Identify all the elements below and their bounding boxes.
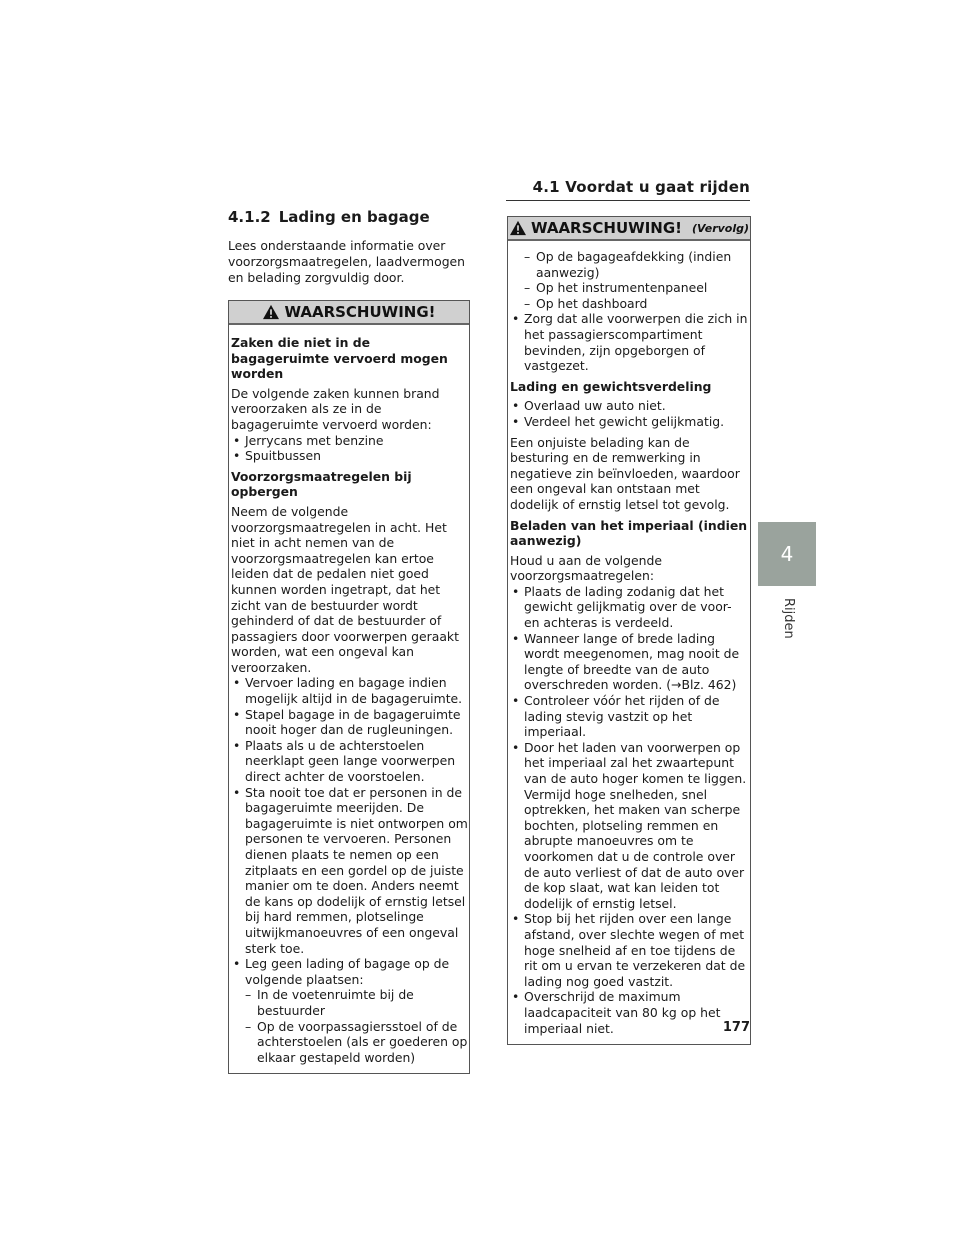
list-item: • Stop bij het rijden over een lange afstand, over slechte wegen of met hoge snelheid af en toe tijdens de rit om u ervan te verzekeren dat de lading nog goed vastzit. [510, 911, 750, 989]
list-item: • Plaats als u de achterstoelen neerklapt geen lange voorwerpen direct achter de voorstoelen. [231, 738, 469, 785]
chapter-tab[interactable]: 4 [758, 522, 816, 586]
section-intro: Lees onderstaande informatie over voorzorgsmaatregelen, laadvermogen en belading zorgvuldig door. [228, 238, 466, 285]
right-column [507, 216, 751, 1045]
list-item: – Op het instrumentenpaneel [510, 280, 750, 296]
warning-paragraph: Houd u aan de volgende voorzorgsmaatregelen: [510, 552, 662, 584]
list-item-text-end: ) [731, 677, 737, 693]
dash-list [510, 249, 750, 311]
list-item: – Op het dashboard [510, 296, 750, 312]
list-item: • Spuitbussen [231, 448, 469, 464]
running-header: 4.1 Voordat u gaat rijden [532, 178, 750, 196]
bullet-list [510, 584, 750, 1036]
list-item-text: Wanneer lange of brede lading wordt meegenomen, mag nooit de lengte of breedte van de auto overschreden worden. ( [524, 630, 740, 693]
list-item: • Verdeel het gewicht gelijkmatig. [510, 414, 750, 430]
list-item: • Controleer vóór het rijden of de lading stevig vastzit op het imperiaal. [510, 693, 750, 740]
list-item: – Op de bagageafdekking (indien aanwezig) [510, 249, 750, 280]
list-item: • Overschrijd de maximum laadcapaciteit van 80 kg op het imperiaal niet. [510, 989, 750, 1036]
warning-box-right [507, 216, 751, 1045]
list-item: • Jerrycans met benzine [231, 433, 469, 449]
list-item: • Sta nooit toe dat er personen in de bagageruimte meerijden. De bagageruimte is niet ontworpen om personen te vervoeren. Personen dienen plaats te nemen op een zitplaats en een gordel op de juiste manier om te doen. Anders neemt de kans op dodelijk of ernstig letsel bij hard remmen, plotselinge uitwijkmanoeuvres of een ongeval sterk toe. [231, 785, 469, 957]
header-rule [506, 200, 750, 201]
list-item: • Leg geen lading of bagage op de volgende plaatsen: [231, 956, 469, 987]
bullet-list [510, 311, 750, 373]
bullet-list [510, 398, 750, 429]
bullet-list [231, 433, 469, 464]
warning-paragraph: Neem de volgende voorzorgsmaatregelen in acht. Het niet in acht nemen van de voorzorgsmaatregelen kan ertoe leiden dat de pedalen niet goed kunnen worden ingetrapt, dat het zicht van de bestuurder wordt gehinderd of dat de bestuurder of passagiers door voorwerpen geraakt worden, wat een ongeval kan veroorzaken. [231, 503, 459, 675]
warning-triangle-icon [509, 220, 527, 236]
warning-header [229, 301, 469, 325]
dash-list [231, 987, 469, 1065]
section-number: 4.1.2 [228, 208, 271, 226]
list-item [510, 631, 750, 693]
warning-title: WAARSCHUWING! [284, 303, 436, 321]
list-item: • Stapel bagage in de bagageruimte nooit hoger dan de rugleuningen. [231, 707, 469, 738]
warning-header [508, 217, 750, 241]
warning-triangle-icon [262, 304, 280, 320]
list-item: • Zorg dat alle voorwerpen die zich in het passagierscompartiment bevinden, zijn opgeborgen of vastgezet. [510, 311, 750, 373]
warning-subheading: Beladen van het imperiaal (indien aanwezig) [510, 517, 748, 549]
list-item: • Overlaad uw auto niet. [510, 398, 750, 414]
warning-body [229, 325, 469, 1073]
warning-subheading: Lading en gewichtsverdeling [510, 378, 712, 394]
warning-box-left [228, 300, 470, 1074]
section-title: Lading en bagage [278, 208, 430, 226]
warning-continued-label: (Vervolg) [692, 221, 750, 235]
list-item: • Door het laden van voorwerpen op het imperiaal zal het zwaartepunt van de auto hoger komen te liggen. Vermijd hoge snelheden, snel optrekken, het maken van scherpe bochten, plotseling remmen en abrupte manoeuvres om te voorkomen dat u de controle over de auto verliest of dat de auto over de kop slaat, wat kan leiden tot dodelijk of ernstig letsel. [510, 740, 750, 912]
warning-paragraph: Een onjuiste belading kan de besturing en de remwerking in negatieve zin beïnvloeden, waardoor een ongeval kan ontstaan met dodelijk of ernstig letsel tot gevolg. [510, 434, 740, 512]
left-column [228, 208, 470, 1074]
list-item: • Plaats de lading zodanig dat het gewicht gelijkmatig over de voor- en achteras is verdeeld. [510, 584, 750, 631]
page-number: 177 [722, 1020, 750, 1035]
list-item: – In de voetenruimte bij de bestuurder [231, 987, 469, 1018]
warning-title: WAARSCHUWING! [530, 219, 682, 237]
list-item: • Vervoer lading en bagage indien mogelijk altijd in de bagageruimte. [231, 675, 469, 706]
list-item: – Op de voorpassagiersstoel of de achterstoelen (als er goederen op elkaar gestapeld worden) [231, 1019, 469, 1066]
warning-subheading: Voorzorgsmaatregelen bij opbergen [231, 468, 412, 500]
warning-subheading: Zaken die niet in de bagageruimte vervoerd mogen worden [231, 335, 448, 382]
warning-paragraph: De volgende zaken kunnen brand veroorzaken als ze in de bagageruimte vervoerd worden: [231, 385, 440, 432]
page-reference-link[interactable]: →Blz. 462 [671, 677, 732, 693]
bullet-list [231, 675, 469, 987]
chapter-tab-label: Rijden [781, 598, 796, 639]
section-heading [228, 208, 470, 226]
warning-body [508, 241, 750, 1044]
